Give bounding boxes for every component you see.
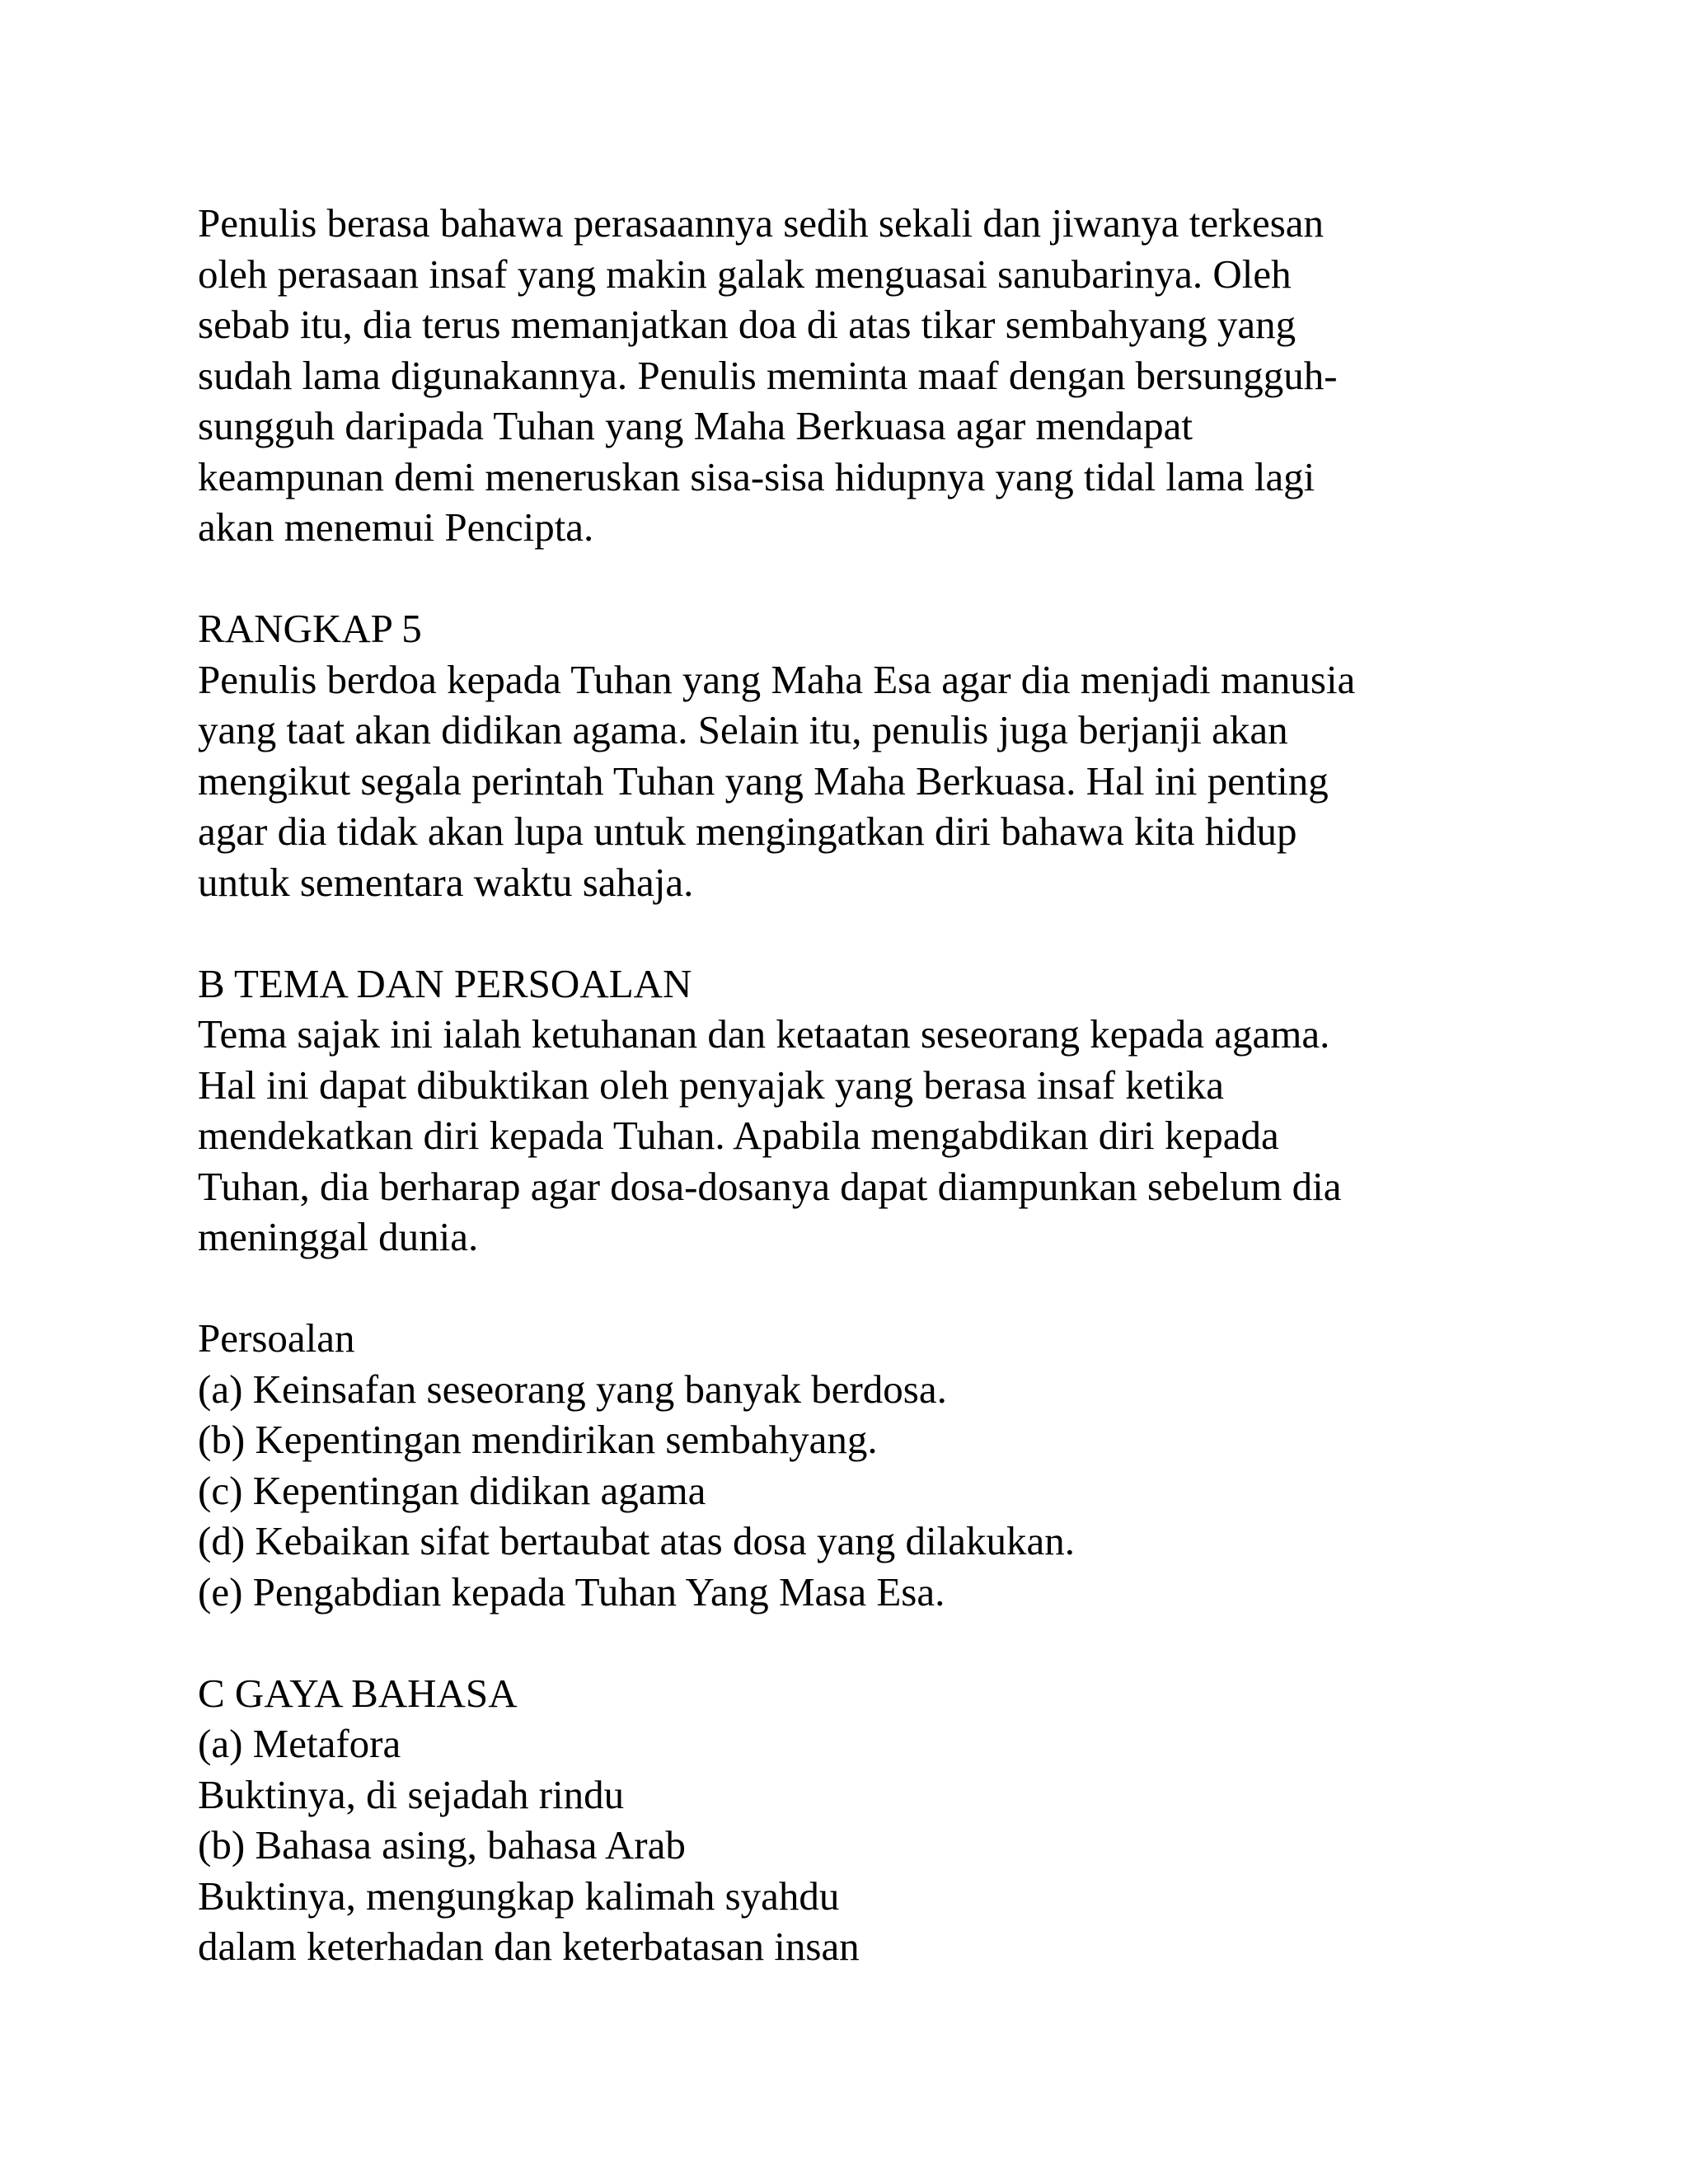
text-line: mengikut segala perintah Tuhan yang Maha Berkuasa. Hal ini penting [198,757,1329,804]
list-item: (b) Bahasa asing, bahasa Arab [198,1822,686,1868]
text-line: akan menemui Pencipta. [198,504,594,550]
text-line: Tuhan, dia berharap agar dosa-dosanya dapat diampunkan sebelum dia [198,1163,1342,1209]
text-line: sungguh daripada Tuhan yang Maha Berkuasa agar mendapat [198,403,1193,448]
section-heading-persoalan: Persoalan [198,1315,355,1361]
text-line: Penulis berdoa kepada Tuhan yang Maha Esa agar dia menjadi manusia [198,656,1356,702]
text-line: Penulis berasa bahawa perasaannya sedih sekali dan jiwanya terkesan [198,200,1325,246]
text-line: Buktinya, di sejadah rindu [198,1771,625,1817]
section-rangkap-5 [198,603,1484,907]
paragraph-spacer [198,1617,1484,1668]
paragraph-spacer [198,553,1484,604]
list-item: (d) Kebaikan sifat bertaubat atas dosa yang dilakukan. [198,1518,1076,1563]
document-page [198,198,1484,1972]
text-line: Tema sajak ini ialah ketuhanan dan ketaatan seseorang kepada agama. [198,1011,1330,1057]
section-gaya-bahasa [198,1668,1484,1972]
text-line: dalam keterhadan dan keterbatasan insan [198,1924,860,1969]
text-line: untuk sementara waktu sahaja. [198,859,694,905]
section-heading-rangkap: RANGKAP 5 [198,606,422,651]
text-line: oleh perasaan insaf yang makin galak menguasai sanubarinya. Oleh [198,251,1292,297]
text-line: Hal ini dapat dibuktikan oleh penyajak yang berasa insaf ketika [198,1062,1225,1108]
text-line: sudah lama digunakannya. Penulis meminta maaf dengan bersungguh- [198,352,1338,398]
text-line: agar dia tidak akan lupa untuk mengingatkan diri bahawa kita hidup [198,808,1297,854]
text-line: Buktinya, mengungkap kalimah syahdu [198,1872,840,1919]
paragraph-spacer [198,1263,1484,1314]
list-item: (a) Metafora [198,1721,401,1766]
text-line: meninggal dunia. [198,1214,479,1259]
text-line: sebab itu, dia terus memanjatkan doa di atas tikar sembahyang yang [198,302,1296,347]
paragraph-spacer [198,907,1484,958]
list-item: (e) Pengabdian kepada Tuhan Yang Masa Esa. [198,1568,945,1615]
section-tema-dan-persoalan [198,958,1484,1263]
text-line: mendekatkan diri kepada Tuhan. Apabila mengabdikan diri kepada [198,1113,1279,1158]
section-heading-gaya-bahasa: C GAYA BAHASA [198,1670,518,1716]
list-item: (b) Kepentingan mendirikan sembahyang. [198,1417,878,1462]
list-item: (a) Keinsafan seseorang yang banyak berdosa. [198,1366,947,1412]
text-line: keampunan demi meneruskan sisa-sisa hidupnya yang tidal lama lagi [198,453,1315,499]
text-line: yang taat akan didikan agama. Selain itu, penulis juga berjanji akan [198,707,1288,752]
section-heading-tema: B TEMA DAN PERSOALAN [198,960,692,1006]
section-persoalan [198,1313,1484,1617]
list-item: (c) Kepentingan didikan agama [198,1467,706,1513]
paragraph-penulis-berasa [198,198,1484,553]
